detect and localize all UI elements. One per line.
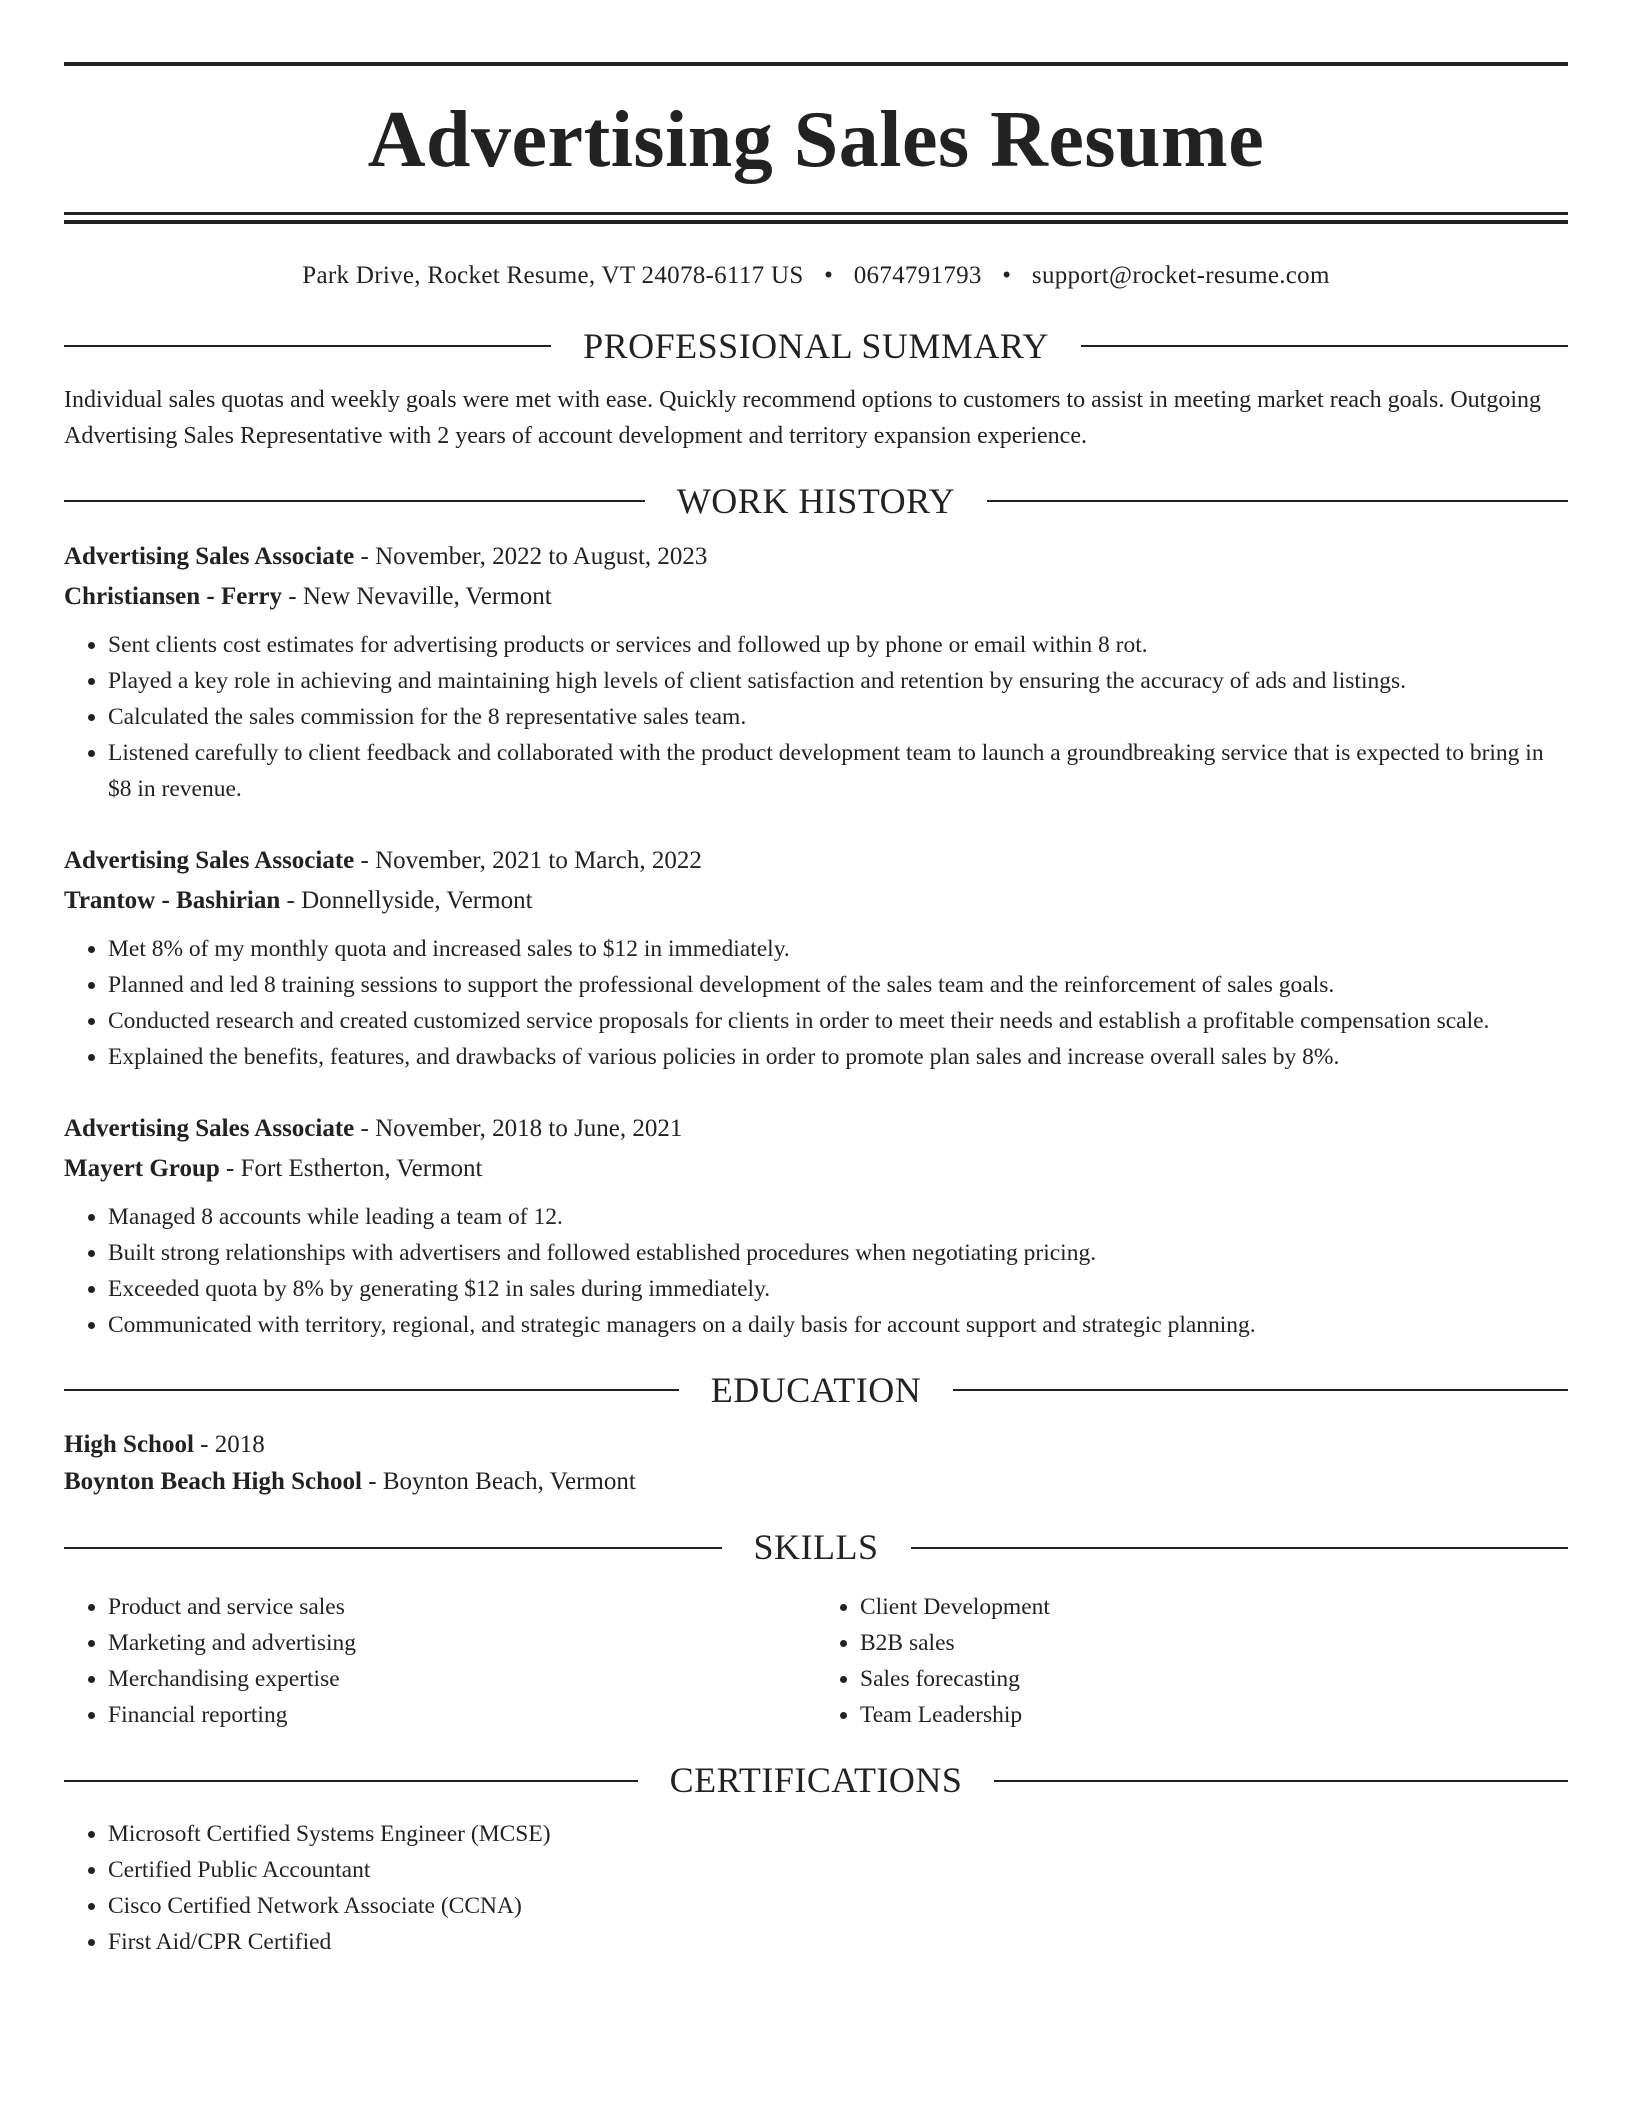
contact-line bbox=[64, 260, 1568, 293]
job-bullets bbox=[64, 627, 1568, 807]
job-entry bbox=[64, 1109, 1568, 1343]
heading-rule bbox=[987, 500, 1568, 502]
skills-list-right bbox=[816, 1589, 1568, 1733]
section-title: SKILLS bbox=[753, 1527, 879, 1568]
section-title: CERTIFICATIONS bbox=[669, 1760, 963, 1801]
phone: 0674791793 bbox=[853, 262, 982, 289]
dash: - bbox=[193, 1431, 215, 1459]
heading-rule bbox=[64, 345, 551, 347]
job-location: Donnellyside, Vermont bbox=[301, 886, 533, 914]
job-title-line bbox=[64, 537, 1568, 577]
list-item: • Managed 8 accounts while leading a team of 12. bbox=[108, 1199, 1568, 1235]
job-title: Advertising Sales Associate bbox=[64, 846, 355, 874]
dash: - bbox=[282, 582, 303, 610]
top-rule bbox=[64, 62, 1568, 66]
job-company-line bbox=[64, 577, 1568, 617]
separator: • bbox=[1002, 262, 1012, 289]
list-item: • B2B sales bbox=[860, 1625, 1568, 1661]
job-title: Advertising Sales Associate bbox=[64, 542, 355, 570]
list-item: • Financial reporting bbox=[108, 1697, 816, 1733]
list-item: • Built strong relationships with advertisers and followed established procedures when negotiating pricing. bbox=[108, 1235, 1568, 1271]
section-heading-education bbox=[64, 1369, 1568, 1412]
section-heading-summary bbox=[64, 325, 1568, 368]
school-name: Boynton Beach High School bbox=[64, 1468, 362, 1496]
dash: - bbox=[354, 1114, 376, 1142]
job-location: Fort Estherton, Vermont bbox=[240, 1154, 483, 1182]
list-item: • Cisco Certified Network Associate (CCNA) bbox=[108, 1888, 1568, 1924]
company-name: Trantow - Bashirian bbox=[64, 886, 281, 914]
school-location: Boynton Beach, Vermont bbox=[382, 1468, 636, 1496]
email: support@rocket-resume.com bbox=[1031, 262, 1330, 289]
list-item: • Sales forecasting bbox=[860, 1661, 1568, 1697]
skills-columns bbox=[64, 1583, 1568, 1733]
list-item: • Team Leadership bbox=[860, 1697, 1568, 1733]
section-heading-certifications bbox=[64, 1759, 1568, 1802]
section-title: WORK HISTORY bbox=[676, 480, 956, 521]
list-item: • Marketing and advertising bbox=[108, 1625, 816, 1661]
job-title: Advertising Sales Associate bbox=[64, 1114, 355, 1142]
job-entry bbox=[64, 841, 1568, 1075]
section-heading-skills bbox=[64, 1526, 1568, 1569]
section-title: EDUCATION bbox=[710, 1369, 922, 1410]
list-item: • Certified Public Accountant bbox=[108, 1852, 1568, 1888]
list-item: • Played a key role in achieving and maintaining high levels of client satisfaction and retention by ensuring the accuracy of ads and listings. bbox=[108, 663, 1568, 699]
dash: - bbox=[280, 886, 302, 914]
summary-text: Individual sales quotas and weekly goals were met with ease. Quickly recommend options to customers to assist in meeting market reach goals. Outgoing Advertising Sales Representative with 2 years of account development and territory expansion experience. bbox=[64, 386, 1541, 449]
dash: - bbox=[361, 1468, 383, 1496]
list-item: • Conducted research and created customized service proposals for clients in order to meet their needs and establish a profitable compensation scale. bbox=[108, 1003, 1568, 1039]
heading-rule bbox=[64, 1389, 679, 1391]
job-company-line bbox=[64, 1149, 1568, 1189]
job-location: New Nevaville, Vermont bbox=[302, 582, 552, 610]
dash: - bbox=[354, 846, 376, 874]
company-name: Mayert Group bbox=[64, 1154, 220, 1182]
job-title-line bbox=[64, 1109, 1568, 1149]
list-item: • Client Development bbox=[860, 1589, 1568, 1625]
list-item: • Sent clients cost estimates for advertising products or services and followed up by phone or email within 8 rot. bbox=[108, 627, 1568, 663]
separator: • bbox=[824, 262, 834, 289]
job-bullets bbox=[64, 1199, 1568, 1343]
list-item: • Met 8% of my monthly quota and increased sales to $12 in immediately. bbox=[108, 931, 1568, 967]
job-company-line bbox=[64, 881, 1568, 921]
section-heading-work bbox=[64, 480, 1568, 523]
certifications-list bbox=[64, 1816, 1568, 1960]
list-item: • First Aid/CPR Certified bbox=[108, 1924, 1568, 1960]
job-entry bbox=[64, 537, 1568, 807]
list-item: • Explained the benefits, features, and drawbacks of various policies in order to promote plan sales and increase overall sales by 8%. bbox=[108, 1039, 1568, 1075]
job-bullets bbox=[64, 931, 1568, 1075]
list-item: • Microsoft Certified Systems Engineer (MCSE) bbox=[108, 1816, 1568, 1852]
job-title-line bbox=[64, 841, 1568, 881]
list-item: • Listened carefully to client feedback and collaborated with the product development team to launch a groundbreaking service that is expected to bring in $8 in revenue. bbox=[108, 735, 1568, 807]
heading-rule bbox=[911, 1547, 1569, 1549]
heading-rule bbox=[64, 1547, 722, 1549]
page-title: Advertising Sales Resume bbox=[367, 96, 1265, 184]
heading-rule bbox=[64, 500, 645, 502]
heading-rule bbox=[64, 1780, 638, 1782]
dash: - bbox=[354, 542, 376, 570]
list-item: • Product and service sales bbox=[108, 1589, 816, 1625]
list-item: • Calculated the sales commission for the 8 representative sales team. bbox=[108, 699, 1568, 735]
heading-rule bbox=[953, 1389, 1568, 1391]
graduation-year: 2018 bbox=[214, 1431, 265, 1459]
list-item: • Merchandising expertise bbox=[108, 1661, 816, 1697]
job-dates: November, 2021 to March, 2022 bbox=[375, 846, 702, 874]
list-item: • Exceeded quota by 8% by generating $12 in sales during immediately. bbox=[108, 1271, 1568, 1307]
job-dates: November, 2022 to August, 2023 bbox=[375, 542, 708, 570]
title-double-rule bbox=[64, 212, 1568, 224]
heading-rule bbox=[994, 1780, 1568, 1782]
job-dates: November, 2018 to June, 2021 bbox=[375, 1114, 683, 1142]
company-name: Christiansen - Ferry bbox=[64, 582, 283, 610]
address: Park Drive, Rocket Resume, VT 24078-6117 US bbox=[302, 262, 804, 289]
education-degree-line bbox=[64, 1426, 1568, 1463]
heading-rule bbox=[1081, 345, 1568, 347]
dash: - bbox=[219, 1154, 241, 1182]
list-item: • Planned and led 8 training sessions to support the professional development of the sales team and the reinforcement of sales goals. bbox=[108, 967, 1568, 1003]
degree: High School bbox=[64, 1431, 194, 1459]
list-item: • Communicated with territory, regional, and strategic managers on a daily basis for account support and strategic planning. bbox=[108, 1307, 1568, 1343]
education-school-line bbox=[64, 1463, 1568, 1500]
section-title: PROFESSIONAL SUMMARY bbox=[583, 325, 1049, 366]
skills-list-left bbox=[64, 1589, 816, 1733]
